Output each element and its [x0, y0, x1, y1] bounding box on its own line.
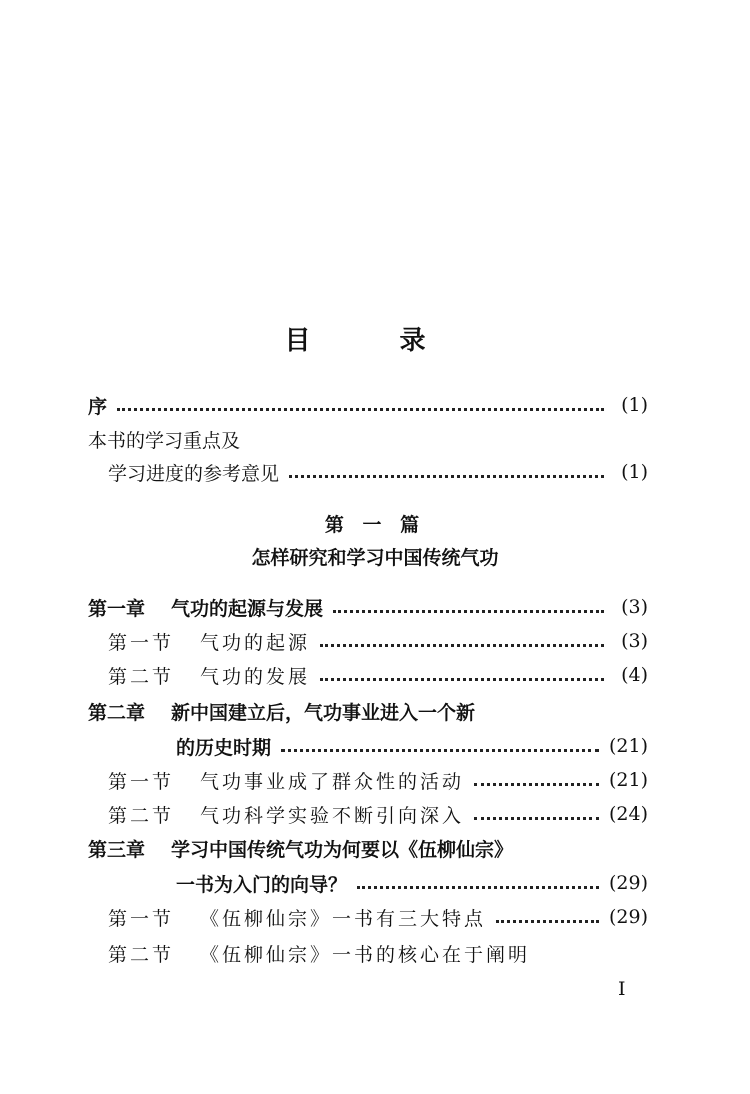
entry-num: 第一章 [88, 597, 146, 620]
entry-label: 《伍柳仙宗》一书有三大特点 [200, 907, 487, 930]
entry-label: 学习进度的参考意见 [108, 462, 280, 485]
entry-label: 气功事业成了群众性的活动 [200, 770, 465, 793]
toc-chapter[interactable] [176, 868, 648, 898]
part-heading: 第 一 篇 [324, 514, 426, 536]
page-number: I [618, 978, 626, 1000]
entry-label: 学习中国传统气功为何要以《伍柳仙宗》 [171, 839, 514, 861]
entry-label: 《伍柳仙宗》一书的核心在于阐明 [200, 944, 531, 966]
part-subtitle: 怎样研究和学习中国传统气功 [251, 547, 499, 569]
entry-page: (3) [621, 596, 648, 618]
entry-page: (1) [621, 461, 648, 483]
toc-chapter[interactable] [88, 592, 648, 622]
entry-num: 第二章 [88, 702, 146, 724]
page-title: 目 录 [284, 326, 466, 356]
toc-entry-study-notes[interactable] [108, 457, 648, 487]
entry-label: 气功的起源与发展 [171, 597, 324, 620]
entry-num: 第二节 [108, 804, 175, 827]
toc-chapter-line1[interactable] [88, 698, 475, 725]
dot-leader [320, 644, 604, 647]
entry-page: (4) [621, 664, 648, 686]
entry-num: 第一节 [108, 907, 175, 930]
entry-label: 一书为入门的向导？ [176, 873, 348, 896]
entry-page: (29) [608, 872, 648, 894]
entry-num: 第一节 [108, 770, 175, 793]
entry-label: 的历史时期 [176, 736, 272, 759]
dot-leader [117, 408, 604, 411]
entry-label: 气功科学实验不断引向深入 [200, 804, 465, 827]
entry-label: 气功的发展 [200, 665, 311, 688]
toc-section[interactable] [108, 660, 648, 690]
entry-page: (21) [608, 769, 648, 791]
entry-num: 第三章 [88, 839, 146, 861]
entry-label: 新中国建立后，气功事业进入一个新 [171, 702, 476, 724]
dot-leader [333, 610, 604, 613]
dot-leader [474, 817, 599, 820]
toc-section[interactable] [108, 765, 648, 795]
dot-leader [496, 920, 599, 923]
dot-leader [357, 886, 599, 889]
entry-label-line1: 本书的学习重点及 [88, 430, 241, 452]
toc-section[interactable] [108, 799, 648, 829]
toc-chapter-line1[interactable] [88, 835, 513, 862]
toc-section[interactable] [108, 940, 530, 967]
toc-entry-preface[interactable] [88, 390, 648, 420]
entry-page: (21) [608, 735, 648, 757]
entry-page: (1) [621, 394, 648, 416]
entry-num: 第二节 [108, 665, 175, 688]
toc-chapter[interactable] [176, 731, 648, 761]
dot-leader [289, 475, 604, 478]
toc-section[interactable] [108, 626, 648, 656]
entry-page: (3) [621, 630, 648, 652]
entry-num: 第一节 [108, 631, 175, 654]
entry-label: 气功的起源 [200, 631, 311, 654]
dot-leader [281, 749, 599, 752]
toc-section[interactable] [108, 902, 648, 932]
entry-label: 序 [88, 395, 108, 418]
entry-page: (24) [608, 803, 648, 825]
entry-num: 第二节 [108, 944, 175, 966]
dot-leader [474, 783, 599, 786]
dot-leader [320, 678, 604, 681]
entry-page: (29) [608, 906, 648, 928]
